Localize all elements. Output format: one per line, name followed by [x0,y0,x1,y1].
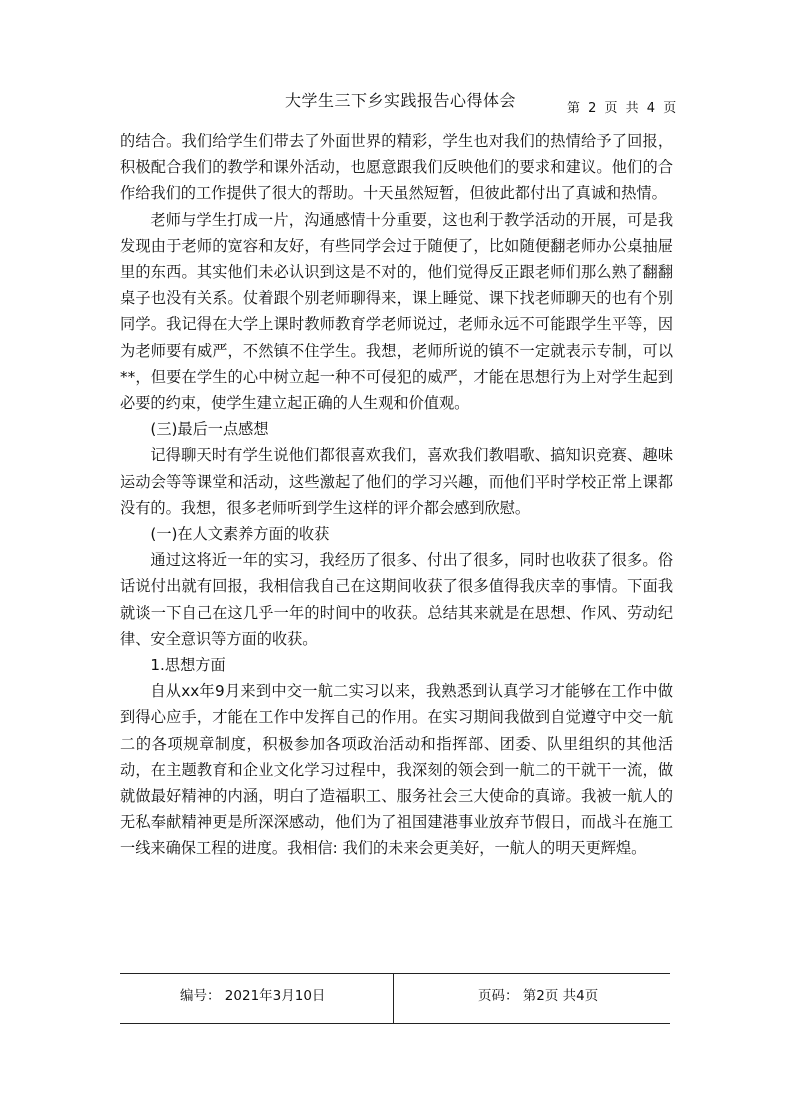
page-header-title: 大学生三下乡实践报告心得体会 [285,91,517,110]
footer-number-label: 编号： [180,988,221,1004]
footer-page-value: 第2页 共4页 [522,988,599,1004]
document-body [120,128,673,862]
footer-page-label: 页码： [478,988,519,1004]
footer-page [478,984,598,1004]
paragraph-continuation: 的结合。我们给学生们带去了外面世界的精彩，学生也对我们的热情给予了回报，积极配合我们的教学和课外活动，也愿意跟我们反映他们的要求和建议。他们的合作给我们的工作提供了很大的帮助。十天虽然短暂，但彼此都付出了真诚和热情。 [120,132,673,203]
page-indicator: 第 2 页 共 4 页 [567,101,679,116]
paragraph: 记得聊天时有学生说他们都很喜欢我们，喜欢我们教唱歌、搞知识竞赛、趣味运动会等等课堂和活动，这些激起了他们的学习兴趣，而他们平时学校正常上课都没有的。我想，很多老师听到学生这样的评介都会感到欣慰。 [120,446,673,517]
section-heading: (三)最后一点感想 [150,420,269,439]
paragraph: 老师与学生打成一片，沟通感情十分重要，这也利于教学活动的开展，可是我发现由于老师的宽容和友好，有些同学会过于随便了，比如随便翻老师办公桌抽屉里的东西。其实他们未必认识到这是不对的，他们觉得反正跟老师们那么熟了翻翻桌子也没有关系。仗着跟个别老师聊得来，课上睡觉、课下找老师聊天的也有个别同学。我记得在大学上课时教师教育学老师说过，老师永远不可能跟学生平等，因为老师要有威严，不然镇不住学生。我想，老师所说的镇不一定就表示专制，可以**，但要在学生的心中树立起一种不可侵犯的威严，才能在思想行为上对学生起到必要的约束，使学生建立起正确的人生观和价值观。 [120,210,673,413]
section-heading: 1.思想方面 [150,656,226,675]
footer-bottom-rule [120,1023,670,1024]
paragraph: 自从xx年9月来到中交一航二实习以来，我熟悉到认真学习才能够在工作中做到得心应手，才能在工作中发挥自己的作用。在实习期间我做到自觉遵守中交一航二的各项规章制度，积极参加各项政治活动和指挥部、团委、队里组织的其他活动，在主题教育和企业文化学习过程中，我深刻的领会到一航二的干就干一流，做就做最好精神的内涵，明白了造福职工、服务社会三大使命的真谛。我被一航人的无私奉献精神更是所深深感动，他们为了祖国建港事业放弃节假日，而战斗在施工一线来确保工程的进度。我相信: 我们的未来会更美好，一航人的明天更辉煌。 [120,682,673,858]
section-heading: (一)在人文素养方面的收获 [150,525,330,544]
footer-number-value: 2021年3月10日 [224,988,326,1004]
footer-top-rule [120,973,670,974]
paragraph: 通过这将近一年的实习，我经历了很多、付出了很多，同时也收获了很多。俗话说付出就有回报，我相信我自己在这期间收获了很多值得我庆幸的事情。下面我就谈一下自己在这几乎一年的时间中的收获。总结其来就是在思想、作风、劳动纪律、安全意识等方面的收获。 [120,551,673,648]
footer-divider [393,973,394,1023]
footer-number [180,984,325,1004]
